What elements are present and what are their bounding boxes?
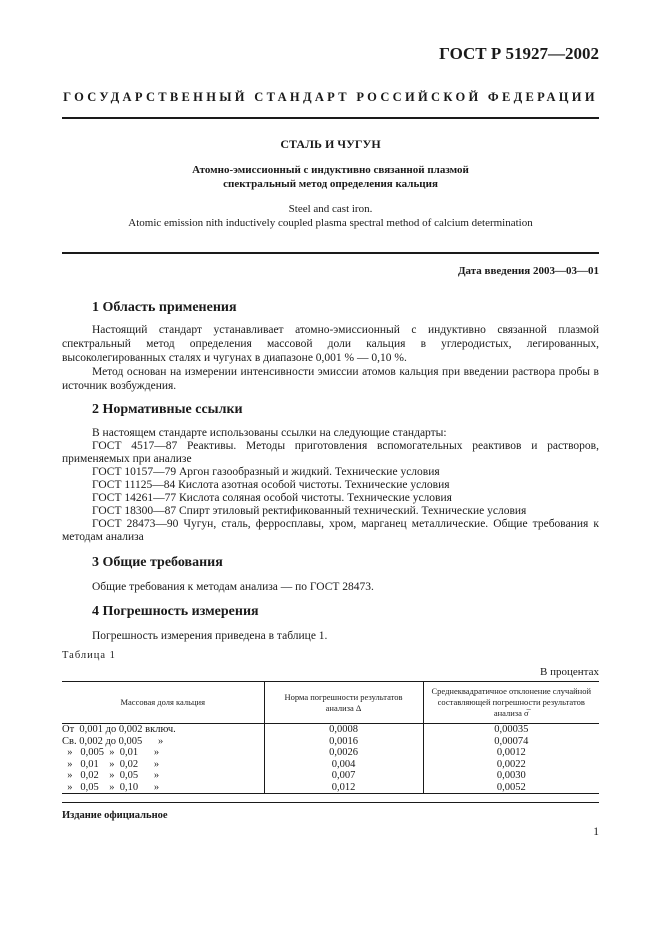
cell-delta: 0,0026: [264, 747, 423, 759]
cell-delta: 0,0016: [264, 736, 423, 748]
reference-item: ГОСТ 11125—84 Кислота азотная особой чистоты. Технические условия: [92, 479, 450, 491]
table-row: [62, 747, 599, 759]
english-title: [62, 202, 599, 230]
cell-range: » 0,01 » 0,02 »: [62, 758, 160, 770]
section-1-paragraph-2: Метод основан на измерении интенсивности эмиссии атомов кальция при введении раствора пробы в источник возбуждения.: [62, 366, 599, 392]
section-4-text: Погрешность измерения приведена в таблице 1.: [92, 630, 328, 642]
edition-label: Издание официальное: [62, 810, 168, 821]
reference-item: ГОСТ 4517—87 Реактивы. Методы приготовления вспомогательных реактивов и растворов, применяемых при анализе: [62, 440, 599, 465]
header-error-norm: Норма погрешности результатов анализа Δ: [264, 682, 423, 724]
table-row: [62, 736, 599, 748]
document-title: СТАЛЬ И ЧУГУН: [280, 137, 381, 151]
cell-delta: 0,0008: [264, 724, 423, 736]
table-row: [62, 759, 599, 771]
cell-sigma: 0,0012: [423, 747, 599, 759]
cell-range: » 0,05 » 0,10 »: [62, 782, 264, 794]
section-1-paragraph-1: Настоящий стандарт устанавливает атомно-эмиссионный с индуктивно связанной плазмой спектральный метод определения массовой доли кальция в углеродистых, легированных, высоколегированных сталях и чугунах в диапазоне 0,001 % — 0,10 %.: [62, 324, 599, 364]
state-standard-title: ГОСУДАРСТВЕННЫЙ СТАНДАРТ РОССИЙСКОЙ ФЕДЕРАЦИИ: [63, 90, 598, 104]
cell-sigma: 0,0022: [423, 759, 599, 771]
title-bottom-rule: [62, 252, 599, 254]
table-row: [62, 782, 599, 794]
section-1-heading: 1 Область применения: [92, 300, 237, 315]
cell-sigma: 0,00035: [423, 724, 599, 736]
cell-sigma: 0,0052: [423, 782, 599, 794]
table-unit: В процентах: [540, 666, 599, 678]
subtitle-line-2: спектральный метод определения кальция: [223, 178, 438, 190]
introduction-date: Дата введения 2003—03—01: [457, 265, 599, 277]
document-subtitle: [62, 163, 599, 191]
table-label: Таблица 1: [62, 650, 116, 661]
subtitle-line-1: Атомно-эмиссионный с индуктивно связанной плазмой: [192, 164, 469, 176]
page-number: 1: [593, 826, 599, 838]
cell-sigma: 0,00074: [423, 736, 599, 748]
cell-delta: 0,012: [264, 782, 423, 794]
cell-delta: 0,007: [264, 770, 423, 782]
english-title-line-2: Atomic emission nith inductively coupled plasma spectral method of calcium determination: [128, 217, 533, 229]
section-4-heading: 4 Погрешность измерения: [92, 604, 259, 619]
table-1: [62, 681, 599, 794]
cell-delta: 0,004: [264, 759, 423, 771]
section-2-intro: В настоящем стандарте использованы ссылки на следующие стандарты:: [92, 427, 447, 439]
cell-range: » 0,02 » 0,05 »: [62, 770, 160, 781]
reference-item: ГОСТ 14261—77 Кислота соляная особой чистоты. Технические условия: [92, 492, 452, 504]
reference-item: ГОСТ 10157—79 Аргон газообразный и жидкий. Технические условия: [92, 466, 440, 478]
section-2-heading: 2 Нормативные ссылки: [92, 402, 243, 417]
header-std-deviation: Среднеквадратичное отклонение случайной составляющей погрешности результатов анализа σ̅: [423, 682, 599, 724]
reference-item: ГОСТ 28473—90 Чугун, сталь, ферросплавы, хром, марганец металлические. Общие требования к методам анализа: [62, 518, 599, 543]
section-3-text: Общие требования к методам анализа — по ГОСТ 28473.: [92, 581, 374, 593]
cell-range: » 0,005 » 0,01 »: [62, 747, 160, 758]
table-row: [62, 770, 599, 782]
table-header-row: [62, 682, 599, 724]
top-rule: [62, 117, 599, 119]
cell-range: От 0,001 до 0,002 включ.: [62, 724, 176, 735]
gost-code: ГОСТ Р 51927—2002: [439, 44, 599, 63]
header-mass-fraction: Массовая доля кальция: [62, 682, 264, 724]
cell-range: Св. 0,002 до 0,005 »: [62, 735, 164, 747]
section-3-heading: 3 Общие требования: [92, 555, 223, 570]
footer-rule: [62, 802, 599, 803]
reference-item: ГОСТ 18300—87 Спирт этиловый ректификованный технический. Технические условия: [92, 505, 527, 517]
english-title-line-1: Steel and cast iron.: [288, 203, 373, 215]
cell-sigma: 0,0030: [423, 770, 599, 782]
table-row: [62, 724, 599, 736]
